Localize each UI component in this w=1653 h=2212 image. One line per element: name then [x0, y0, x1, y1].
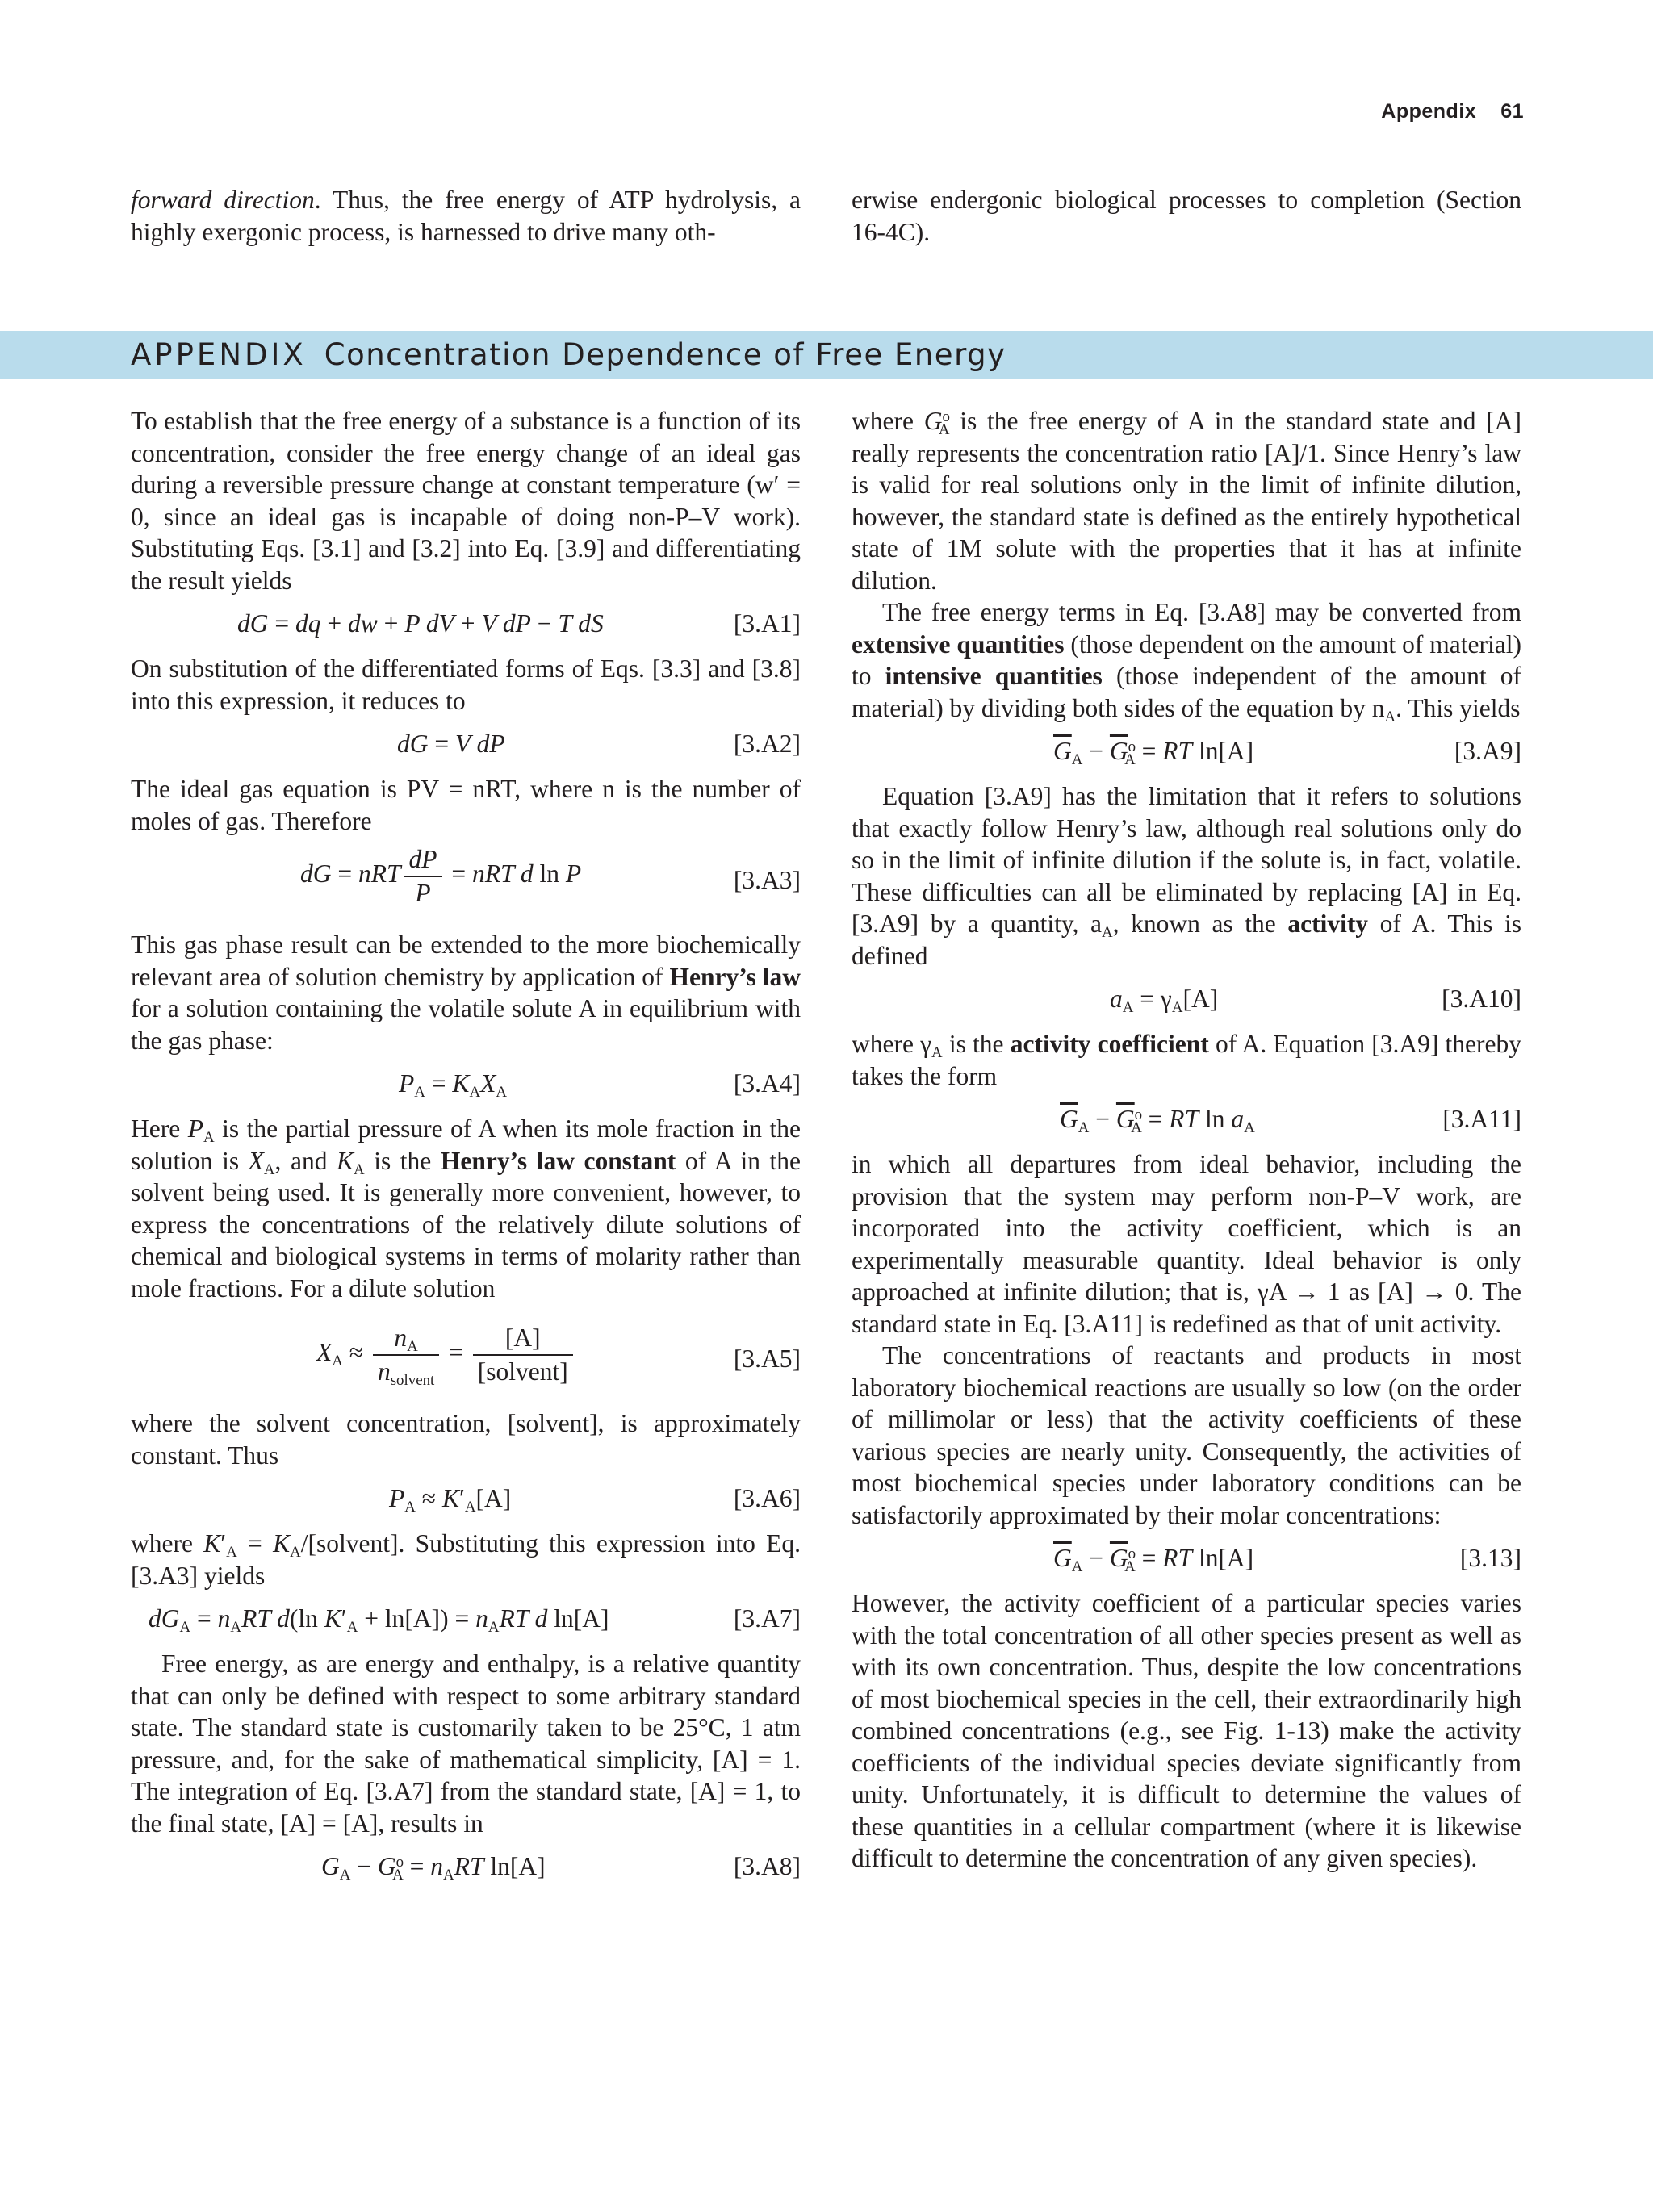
equation-3A3: dG = nRT $\frac{dP}{P}$ = nRT d ln P [3.A3]	[300, 845, 801, 907]
bold-term: Henry’s law constant	[440, 1146, 676, 1175]
equation-3-13: $\overline{G}_A - \overline{G}^o_A$ = RT ln[A] [3.13]	[852, 1537, 1521, 1579]
running-head	[1381, 100, 1524, 123]
equation-3A2: dG = V dP [3.A2]	[131, 723, 801, 765]
equation-3A7: $dG_A = n_ART$ d(ln $K'_A + \ln[A]) = n_ART$ d ln[A] [3.A7]	[131, 1598, 801, 1640]
paragraph: where the solvent concentration, [solvent], is approximately constant. Thus	[131, 1409, 801, 1470]
equation-3A9: $\overline{G}_A - \overline{G}^o_A$ = RT ln[A] [3.A9]	[852, 730, 1521, 772]
equation-number: [3.A1]	[733, 609, 801, 638]
page-number: 61	[1500, 100, 1524, 123]
equation-number: [3.A8]	[733, 1852, 801, 1880]
body-text: erwise endergonic biological processes to completion (Section 16-4C).	[852, 186, 1521, 246]
banner-title: Concentration Dependence of Free Energy	[324, 337, 1006, 372]
equation-number: [3.A10]	[1442, 985, 1521, 1013]
paragraph: in which all departures from ideal behavior, including the provision that the system may perform non-P–V work, are incorporated into the activity coefficient, which is an experimentally measurable quantity. Ideal behavior is only approached at infinite dilution; that is, γA → 1 as [A] → 0. The standard state in Eq. [3.A11] is redefined as that of unit activity.	[852, 1150, 1521, 1338]
paragraph: The concentrations of reactants and products in most laboratory biochemical reactions are usually so low (on the order of millimolar or less) that the activity coefficients of these various species are nearly unity. Consequently, the activities of most biochemical species under laboratory conditions can be satisfactorily approximated by their molar concentrations:	[852, 1341, 1521, 1529]
section-label: Appendix	[1381, 100, 1477, 123]
paragraph: where $\gamma_A$ is the activity coefficient of A. Equation [3.A9] thereby takes the form	[852, 1030, 1522, 1090]
bold-term: activity	[1287, 909, 1369, 938]
paragraph: Equation [3.A9] has the limitation that it refers to solutions that exactly follow Henry’s law, although real solutions only do so in the limit of infinite dilution if the solute is, in fact, volatile. These difficulties can all be eliminated by replacing [A] in Eq. [3.A9] by a quantity, $a_A$, known as the activity of A. This is defined	[852, 782, 1521, 970]
equation-number: [3.A7]	[733, 1604, 801, 1633]
bold-term: intensive quantities	[885, 662, 1103, 690]
left-column	[131, 405, 801, 1896]
paragraph: Here $P_A$ is the partial pressure of A when its mole fraction in the solution is $X_A$, and $K_A$ is the Henry’s law constant of A in the solvent being used. It is generally more convenient, however, to express the concentrations of the relatively dilute solutions of chemical and biological systems in terms of molarity rather than mole fractions. For a dilute solution	[131, 1114, 801, 1303]
paragraph: However, the activity coefficient of a particular species varies with the total concentration of all other species present as well as with its own concentration. Thus, despite the low concentrations of most biochemical species in the cell, their extraordinarily high combined concentrations (e.g., see Fig. 1-13) make the activity coefficients of the individual species deviate significantly from unity. Unfortunately, it is difficult to determine the values of these quantities in a cellular compartment (where it is likewise difficult to determine the concentration of any given species).	[852, 1589, 1521, 1872]
paragraph: On substitution of the differentiated forms of Eqs. [3.3] and [3.8] into this expression, it reduces to	[131, 654, 801, 715]
paragraph: This gas phase result can be extended to the more biochemically relevant area of solution chemistry by application of Henry’s law for a solution containing the volatile solute A in equilibrium with the gas phase:	[131, 930, 801, 1055]
top-right-paragraph	[852, 184, 1521, 248]
equation-3A1: dG = dq + dw + P dV + V dP − T dS [3.A1]	[131, 603, 801, 645]
paragraph: where $K'_A$ = $K_A/[solvent]$. Substituting this expression into Eq. [3.A3] yields	[131, 1529, 801, 1590]
banner-label: APPENDIX	[131, 337, 307, 372]
paragraph: The ideal gas equation is PV = nRT, where n is the number of moles of gas. Therefore	[131, 775, 801, 835]
equation-3A11: $\overline{G}_A - \overline{G}^o_A$ = RT $\ln a_A$ [3.A11]	[852, 1098, 1521, 1140]
equation-number: [3.A6]	[733, 1484, 801, 1512]
bold-term: extensive quantities	[852, 629, 1065, 659]
equation-number: [3.A11]	[1442, 1105, 1521, 1133]
top-left-paragraph	[131, 184, 801, 248]
equation-3A8: $G_A - G^o_A = n_ART$ ln[A] [3.A8]	[131, 1846, 801, 1888]
equation-3A4: $P_A = K_AX_A$ [3.A4]	[131, 1063, 801, 1105]
emphasis-text: forward direction	[131, 186, 315, 214]
equation-3A5: $X_A$ ≈ $\frac{n_A}{n_{solvent}}$ = $\frac{[A]}{\text{[solvent]}}$ [3.A5]	[316, 1323, 801, 1389]
paragraph: Free energy, as are energy and enthalpy, is a relative quantity that can only be defined with respect to some arbitrary standard state. The standard state is customarily taken to be 25°C, 1 atm pressure, and, for the sake of mathematical simplicity, [A] = 1. The integration of Eq. [3.A7] from the standard state, [A] = 1, to the final state, [A] = [A], results in	[131, 1650, 801, 1838]
equation-3A10: $a_A = \gamma_A[A]$ [3.A10]	[852, 978, 1521, 1020]
equation-number: [3.A2]	[733, 730, 801, 758]
bold-term: activity coefficient	[1010, 1030, 1209, 1058]
paragraph: where $G^o_A$ is the free energy of A in the standard state and [A] really represents the concentration ratio [A]/1. Since Henry’s law is valid for real solutions only in the limit of infinite dilution, however, the standard state is defined as the entirely hypothetical state of 1M solute with the properties that it has at infinite dilution.	[852, 407, 1522, 595]
paragraph: To establish that the free energy of a substance is a function of its concentration, consider the free energy change of an ideal gas during a reversible pressure change at constant temperature (w′ = 0, since an ideal gas is incapable of doing non-P–V work). Substituting Eqs. [3.1] and [3.2] into Eq. [3.9] and differentiating the result yields	[131, 407, 801, 595]
equation-number: [3.A4]	[733, 1069, 801, 1098]
appendix-banner	[0, 331, 1653, 379]
paragraph: The free energy terms in Eq. [3.A8] may be converted from extensive quantities (those dependent on the amount of material) to intensive quantities (those independent of the amount of material) by dividing both sides of the equation by $n_A$. This yields	[852, 598, 1522, 725]
equation-3A6: $P_A \approx K'_A[A]$ [3.A6]	[131, 1478, 801, 1520]
right-column	[852, 405, 1521, 1875]
equation-number: [3.A5]	[733, 1344, 801, 1373]
bold-term: Henry’s law	[669, 962, 801, 991]
equation-number: [3.A9]	[1454, 737, 1521, 765]
equation-number: [3.A3]	[733, 866, 801, 894]
equation-number: [3.13]	[1459, 1544, 1521, 1572]
body-text: . Thus, the free energy of ATP hydrolysis, a highly exergonic process, is harnessed to drive many oth-	[131, 186, 801, 246]
